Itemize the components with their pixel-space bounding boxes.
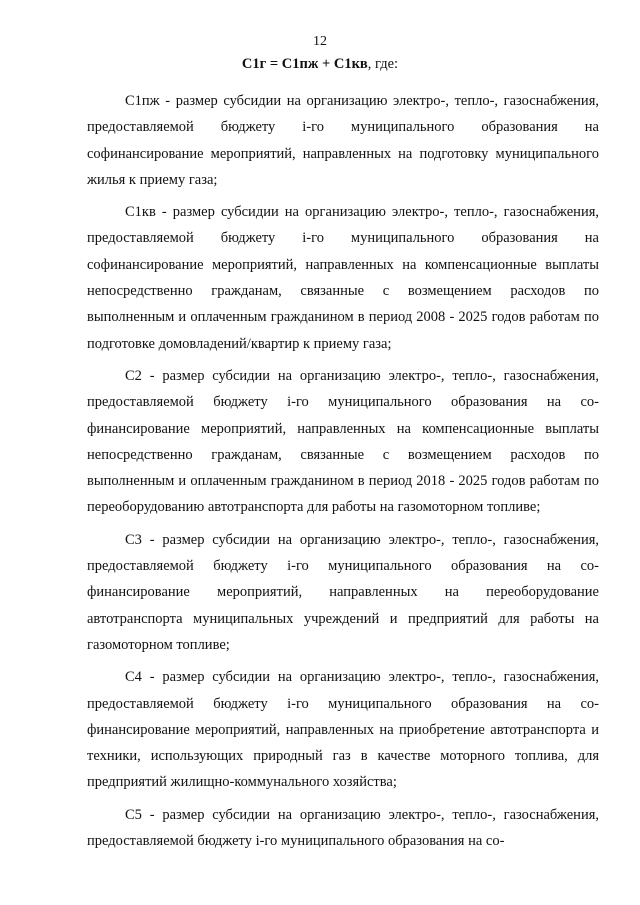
page-number: 12 <box>313 34 327 49</box>
document-body <box>87 88 599 860</box>
paragraph-c1kv: С1кв - размер субсидии на организацию электро-, тепло-, газоснабжения, предоставляемой бюджету i-го муниципального образования на софинансирование мероприятий, направленных на компенсационные выплаты непосредственно гражданам, связанные с возмещением расходов по выполненным и оплаченным гражданином в период 2008 - 2025 годов работам по подготовке домовладений/квартир к приему газа; <box>87 204 599 352</box>
formula-line <box>0 56 640 73</box>
paragraph-c4: С4 - размер субсидии на организацию электро-, тепло-, газоснабжения, предоставляемой бюджету i-го муниципального образования на со-финансирование мероприятий, направленных на приобретение автотранспорта и техники, использующих природный газ в качестве моторного топлива, для предприятий жилищно-коммунального хозяйства; <box>87 669 599 791</box>
formula-suffix: , где: <box>367 56 399 72</box>
paragraph-c3: С3 - размер субсидии на организацию электро-, тепло-, газоснабжения, предоставляемой бюджету i-го муниципального образования на со-финансирование мероприятий, направленных на переоборудование автотранспорта муниципальных учреждений и предприятий для работы на газомоторном топливе; <box>87 531 599 653</box>
paragraph-c2: С2 - размер субсидии на организацию электро-, тепло-, газоснабжения, предоставляемой бюджету i-го муниципального образования на со-финансирование мероприятий, направленных на компенсационные выплаты непосредственно гражданам, связанные с возмещением расходов по выполненным и оплаченным гражданином в период 2018 - 2025 годов работам по переоборудованию автотранспорта для работы на газомоторном топливе; <box>87 367 599 516</box>
formula-expression: С1г = С1пж + С1кв <box>241 56 368 72</box>
paragraph-c1pzh: С1пж - размер субсидии на организацию электро-, тепло-, газоснабжения, предоставляемой бюджету i-го муниципального образования на софинансирование мероприятий, направленных на подготовку муниципального жилья к приему газа; <box>87 93 599 188</box>
paragraph-c5: С5 - размер субсидии на организацию электро-, тепло-, газоснабжения, предоставляемой бюджету i-го муниципального образования на со- <box>87 806 599 850</box>
